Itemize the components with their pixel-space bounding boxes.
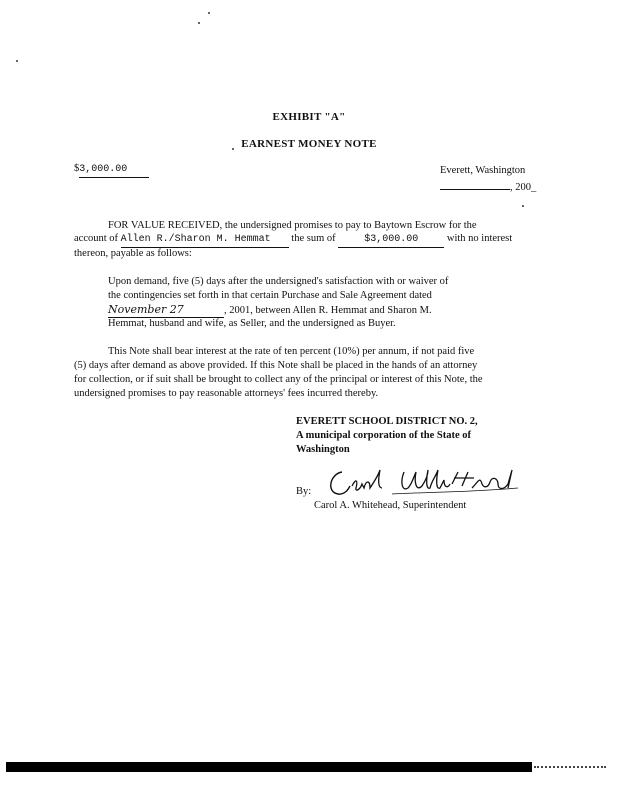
amount-field	[74, 163, 149, 178]
para3-line4: undersigned promises to pay reasonable attorneys' fees incurred thereby.	[74, 388, 379, 399]
currency-symbol: $	[74, 163, 80, 174]
handwritten-signature	[322, 466, 522, 502]
scan-border-dashes	[534, 766, 606, 770]
para1-interest-label: with no interest	[446, 233, 513, 244]
scan-speck	[208, 12, 210, 14]
signer-name-title: Carol A. Whitehead, Superintendent	[314, 500, 467, 511]
para1-line1: FOR VALUE RECEIVED, the undersigned promises to pay to Baytown Escrow for the	[108, 220, 477, 231]
para2-line4: Hemmat, husband and wife, as Seller, and the undersigned as Buyer.	[108, 318, 396, 329]
para3-line1: This Note shall bear interest at the rate of ten percent (10%) per annum, if not paid five	[108, 346, 475, 357]
agreement-date-handwritten: November 27	[108, 304, 224, 318]
payee-name: Allen R./Sharon M. Hemmat	[121, 234, 289, 248]
exhibit-heading: EXHIBIT "A"	[272, 111, 346, 123]
para1-account-label: account of	[74, 233, 119, 244]
scan-speck	[522, 205, 524, 207]
scan-speck	[16, 60, 18, 62]
para1-line2	[74, 233, 512, 248]
para3-line3: for collection, or if suit shall be brought to collect any of the principal or interest of this Note, the	[74, 374, 483, 385]
by-label: By:	[296, 486, 312, 497]
sum-amount: $3,000.00	[338, 234, 444, 248]
para2-line3	[108, 304, 432, 318]
para1-line3: thereon, payable as follows:	[74, 248, 192, 259]
amount-value: 3,000.00	[79, 164, 149, 178]
org-state: Washington	[296, 444, 350, 455]
para3-line2: (5) days after demand as above provided. If this Note shall be placed in the hands of an attorney	[74, 360, 478, 371]
org-description: A municipal corporation of the State of	[296, 430, 471, 441]
document-title: EARNEST MONEY NOTE	[241, 138, 377, 150]
agreement-date-rest: , 2001, between Allen R. Hemmat and Sharon M.	[224, 305, 432, 316]
scan-border-bar	[6, 762, 532, 772]
org-name: EVERETT SCHOOL DISTRICT NO. 2,	[296, 416, 478, 427]
para2-line2: the contingencies set forth in that certain Purchase and Sale Agreement dated	[108, 290, 432, 301]
para2-line1: Upon demand, five (5) days after the undersigned's satisfaction with or waiver of	[108, 276, 449, 287]
scan-speck	[198, 22, 200, 24]
date-field	[440, 179, 536, 195]
place-of-signing: Everett, Washington	[440, 165, 526, 176]
para1-sum-label: the sum of	[291, 233, 336, 244]
date-year: , 200_	[510, 182, 537, 193]
date-blank	[440, 179, 510, 190]
